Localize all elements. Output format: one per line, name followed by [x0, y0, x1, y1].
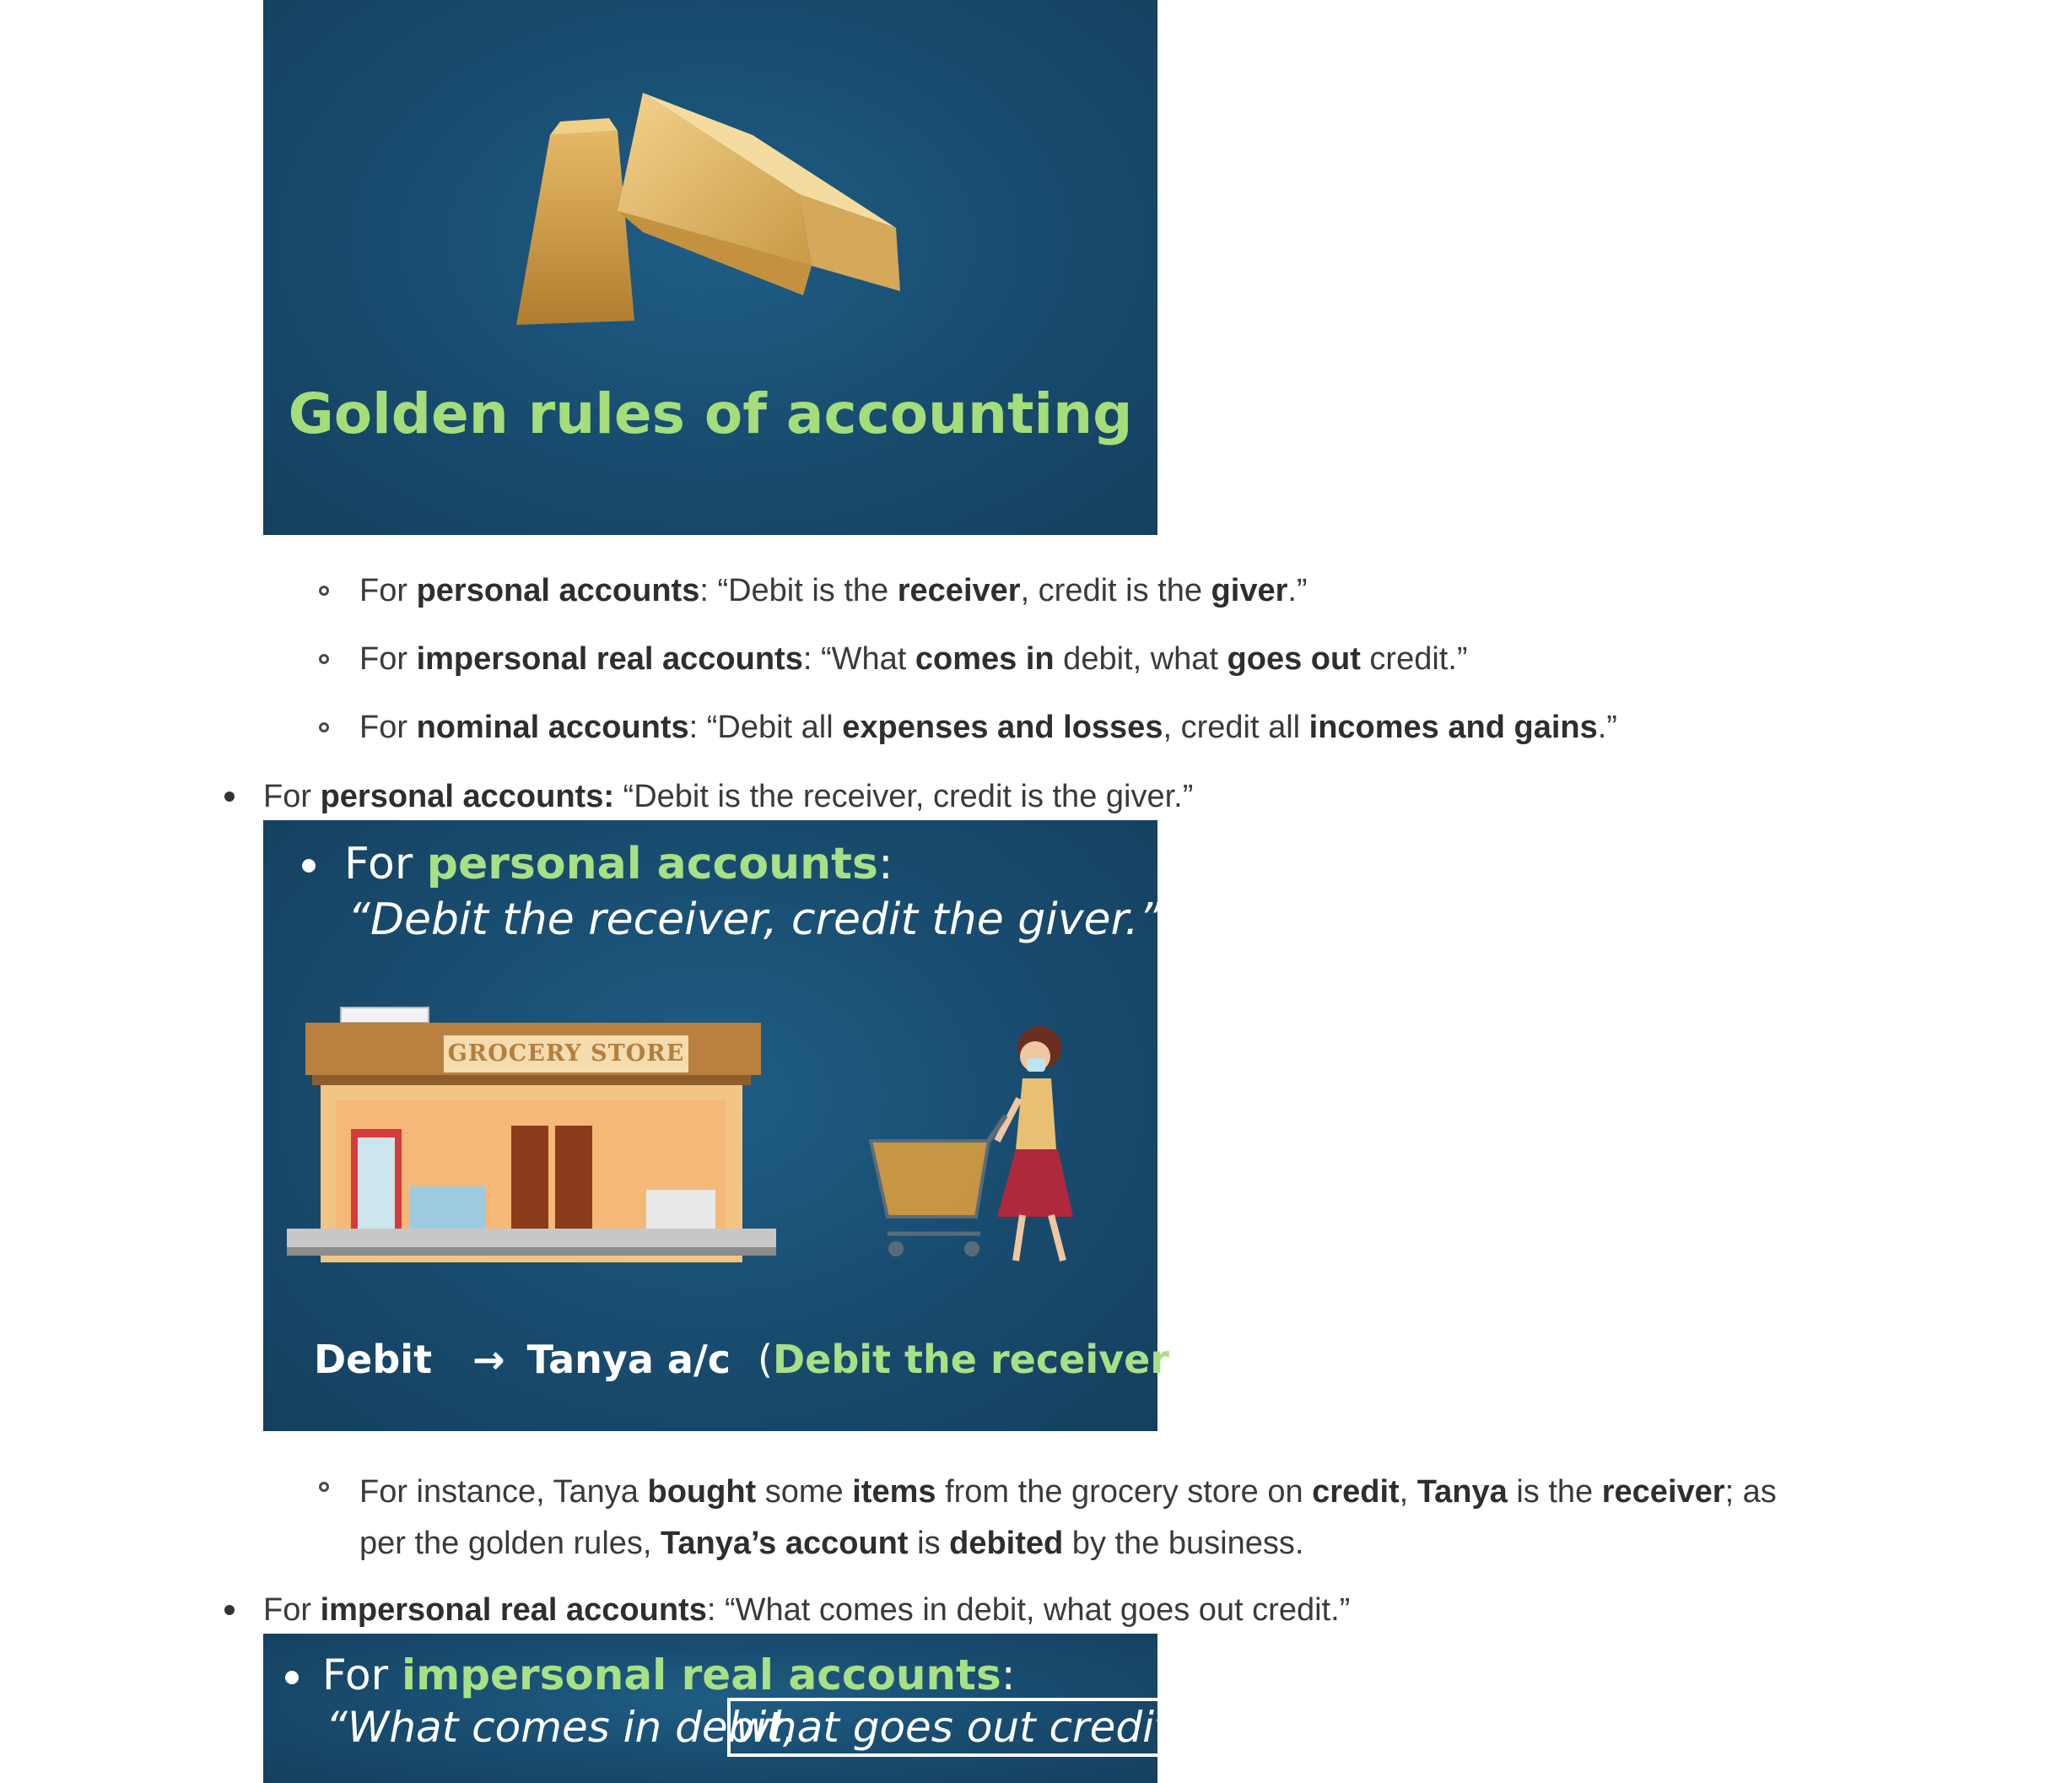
text: is: [908, 1526, 950, 1561]
text: : “Debit is the: [699, 573, 898, 608]
slide-quote-part2-boxed: what goes out credit.”: [727, 1698, 1214, 1757]
bold-text: receiver: [897, 573, 1021, 608]
highlight-text: impersonal real accounts: [402, 1651, 1001, 1699]
banner-title: Golden rules of accounting: [288, 381, 1133, 446]
bullet-impersonal-accounts: [263, 1590, 1350, 1630]
debit-entry: [314, 1337, 1184, 1382]
sublist-item-personal: [359, 570, 1308, 611]
slide-quote-part1: “What comes in debit,: [326, 1703, 796, 1752]
sub-bullet-marker: [319, 586, 329, 596]
arrow-icon: →: [472, 1337, 505, 1382]
slide-bullet-dot: [285, 1671, 299, 1684]
bold-text: credit: [1312, 1474, 1400, 1510]
text: is the: [1507, 1474, 1602, 1510]
bold-text: receiver: [1601, 1474, 1725, 1510]
impersonal-accounts-slide: [263, 1634, 1206, 1783]
text: For: [344, 839, 427, 889]
golden-rules-banner: [263, 0, 1157, 535]
account-name: Tanya a/c: [526, 1337, 731, 1382]
text: For: [263, 1592, 321, 1628]
bold-text: impersonal real accounts: [416, 641, 803, 677]
text: For: [322, 1651, 402, 1699]
text: per the golden rules,: [359, 1526, 661, 1561]
text: For instance, Tanya: [359, 1474, 648, 1510]
bullet-marker: [224, 792, 235, 802]
text: For: [359, 710, 417, 745]
bold-text: personal accounts: [416, 573, 700, 608]
bold-text: debited: [949, 1526, 1064, 1561]
text: ,: [1399, 1474, 1417, 1510]
slide-quote: “Debit the receiver, credit the giver.”: [348, 894, 1162, 945]
text: : “Debit all: [688, 710, 843, 745]
bold-text: personal accounts:: [320, 779, 614, 814]
text: “Debit is the receiver, credit is the giver.”: [613, 779, 1194, 814]
text: by the business.: [1063, 1526, 1304, 1561]
text: , credit is the: [1020, 573, 1211, 608]
sublist-item-nominal: [359, 707, 1617, 748]
bold-text: Tanya: [1416, 1474, 1508, 1510]
text: .”: [1287, 573, 1308, 608]
text: debit, what: [1054, 641, 1228, 677]
slide-heading: [344, 839, 893, 889]
bold-text: impersonal real accounts: [320, 1592, 707, 1628]
text: :: [877, 839, 893, 889]
sub-bullet-marker: [319, 1482, 329, 1492]
gold-bars-illustration: [516, 84, 921, 338]
slide-bullet-dot: [302, 859, 316, 873]
bold-text: goes out: [1227, 641, 1361, 677]
bold-text: Tanya’s account: [661, 1526, 909, 1561]
text: : “What: [802, 641, 915, 677]
bold-text: expenses and losses: [842, 710, 1163, 745]
text: : “What comes in debit, what goes out credit.”: [706, 1592, 1351, 1628]
highlight-text: personal accounts: [426, 839, 878, 889]
text: For: [359, 573, 417, 608]
text: For: [263, 779, 321, 814]
slide-heading: [322, 1651, 1016, 1699]
highlight-text: Debit the receiver: [772, 1337, 1169, 1382]
text: :: [1001, 1651, 1016, 1699]
text: ; as: [1724, 1474, 1777, 1510]
debit-label: Debit: [314, 1337, 433, 1382]
bold-text: giver: [1211, 573, 1288, 608]
bullet-personal-accounts: [263, 776, 1193, 817]
store-sign: GROCERY STORE: [444, 1035, 688, 1073]
personal-accounts-slide: [263, 820, 1184, 1431]
sublist-item-impersonal: [359, 639, 1468, 679]
bold-text: bought: [647, 1474, 757, 1510]
text: from the grocery store on: [936, 1474, 1313, 1510]
bold-text: incomes and gains: [1308, 710, 1598, 745]
instance-paragraph: [359, 1467, 1777, 1570]
bold-text: comes in: [915, 641, 1055, 677]
shopper-with-cart-illustration: [871, 1023, 1090, 1267]
sub-bullet-marker: [319, 654, 329, 664]
text: .”: [1597, 710, 1617, 745]
bullet-marker: [224, 1605, 235, 1615]
text: For: [359, 641, 417, 677]
text: credit.”: [1360, 641, 1468, 677]
bold-text: items: [852, 1474, 936, 1510]
text: (: [758, 1337, 773, 1382]
text: some: [756, 1474, 853, 1510]
bold-text: nominal accounts: [416, 710, 689, 745]
sub-bullet-marker: [319, 722, 329, 732]
text: , credit all: [1163, 710, 1309, 745]
text: ): [1169, 1337, 1184, 1382]
